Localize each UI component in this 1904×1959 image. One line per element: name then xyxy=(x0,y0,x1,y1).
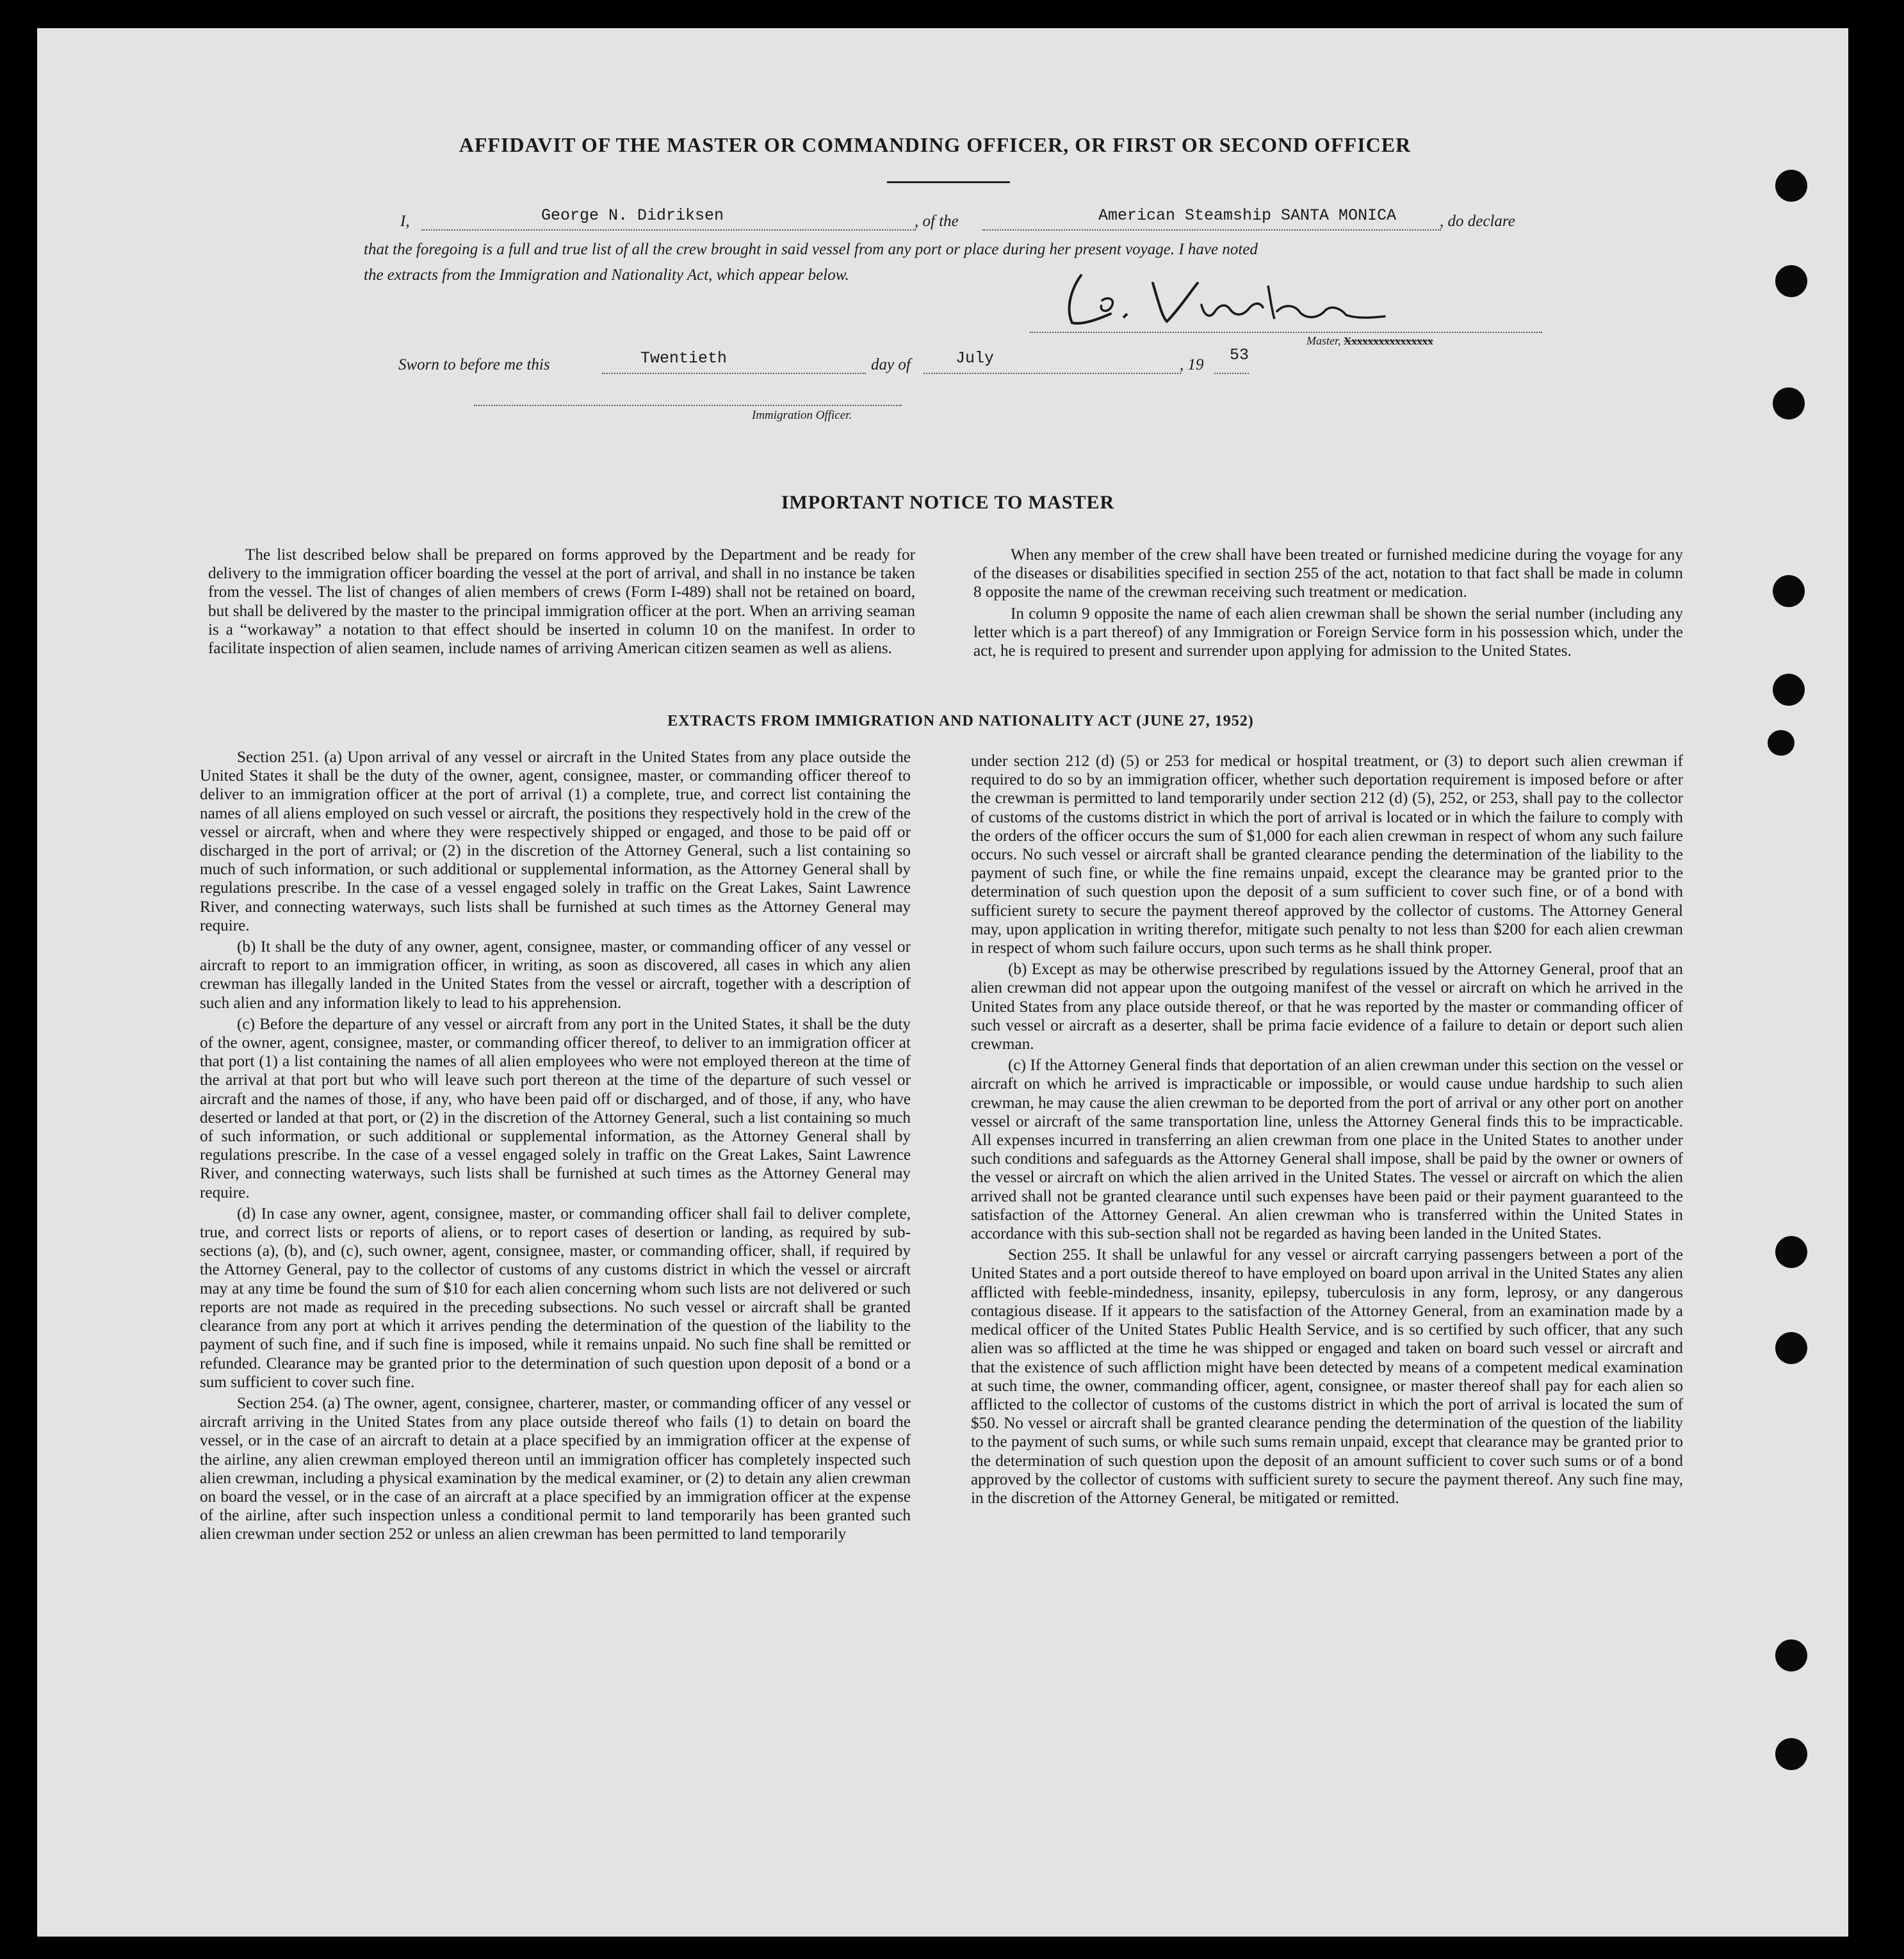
vessel-name: American Steamship SANTA MONICA xyxy=(1098,206,1397,225)
extract-paragraph: Section 254. (a) The owner, agent, consignee, charterer, master, or commanding officer of any vessel or aircraft arriving in the United States from any place outside thereof who fails (1) to detain on board the vessel, or in the case of an aircraft to detain at a place specified by an immigration officer at the expense of the airline, any alien crewman employed thereon until an immigration officer has completely inspected such alien crewman, including a physical examination by the medical examiner, or (2) to detain any alien crewman on board the vessel, or in the case of an aircraft at a place specified by an immigration officer at the expense of the airline, after such inspection unless a conditional permit to land temporarily has been granted such alien crewman under section 252 or unless an alien crewman has been permitted to land temporarily xyxy=(200,1394,911,1543)
title-underline xyxy=(887,181,1010,183)
punch-hole xyxy=(1775,265,1807,297)
sworn-day: Twentieth xyxy=(640,349,728,368)
master-caption xyxy=(1306,334,1433,348)
immigration-officer-caption: Immigration Officer. xyxy=(752,409,852,422)
do-declare-text: , do declare xyxy=(1440,213,1515,230)
punch-hole xyxy=(1768,730,1794,756)
notice-title: IMPORTANT NOTICE TO MASTER xyxy=(781,492,1115,513)
extract-paragraph: (b) It shall be the duty of any owner, agent, consignee, master, or commanding officer of any vessel or aircraft to report to an immigration officer, in writing, as soon as discovered, all cases in which any alien crewman has illegally landed in the United States from the vessel or aircraft, together with a description of such alien and any information likely to lead to his apprehension. xyxy=(200,938,911,1012)
affidavit-statement-line: that the foregoing is a full and true list of all the crew brought in said vessel from any port or place during her present voyage. I have noted xyxy=(364,241,1258,258)
notice-left-column xyxy=(208,546,915,660)
extracts-right-column xyxy=(971,752,1683,1510)
punch-hole xyxy=(1773,575,1805,607)
affidavit-statement-line: the extracts from the Immigration and Nationality Act, which appear below. xyxy=(364,266,849,284)
punch-hole xyxy=(1773,387,1805,419)
extract-paragraph: (d) In case any owner, agent, consignee, master, or commanding officer shall fail to deliver complete, true, and correct lists or reports of aliens, or to report cases of desertion or landing, as required by sub-sections (a), (b), and (c), such owner, agent, consignee, master, or commanding officer, shall, if required by the Attorney General, pay to the collector of customs of any customs district in which the vessel or aircraft may at any time be found the sum of $10 for each alien concerning whom such lists are not delivered or such reports are not made as required in the preceding subsections. No such vessel or aircraft shall be granted clearance from any port at which it arrives pending the determination of the question of the liability to the payment of such fine, and if such fine is imposed, while it remains unpaid. No such fine shall be remitted or refunded. Clearance may be granted prior to the determination of such question upon deposit of a bond or a sum sufficient to cover such fine. xyxy=(200,1205,911,1391)
affidavit-title: AFFIDAVIT OF THE MASTER OR COMMANDING OFFICER, OR FIRST OR SECOND OFFICER xyxy=(459,133,1412,156)
sworn-prefix: Sworn to before me this xyxy=(398,356,550,373)
sworn-year-dotted-line xyxy=(1214,373,1249,374)
sworn-month-dotted-line xyxy=(924,373,1181,374)
sworn-day-dotted-line xyxy=(602,373,866,374)
master-caption-text: Master, xyxy=(1306,334,1341,347)
sworn-month: July xyxy=(956,349,995,368)
notice-paragraph: When any member of the crew shall have been treated or furnished medicine during the voyage for any of the diseases or disabilities specified in section 255 of the act, notation to that fact shall be made in column 8 opposite the name of the crewman receiving such treatment or medication. xyxy=(973,546,1683,601)
extracts-left-column xyxy=(200,748,911,1547)
notice-paragraph: The list described below shall be prepared on forms approved by the Department and be ready for delivery to the immigration officer boarding the vessel at the port of arrival, and shall in no instance be taken from the vessel. The list of changes of alien members of crews (Form I-489) shall not be retained on board, but shall be delivered by the master to the principal immigration officer at the port. When an arriving seaman is a “workaway” a notation to that effect should be inserted in column 10 on the manifest. In order to facilitate inspection of alien seamen, include names of arriving American citizen seamen as well as aliens. xyxy=(208,546,915,658)
punch-hole xyxy=(1775,170,1807,202)
vessel-dotted-line xyxy=(982,229,1441,231)
sworn-year: 53 xyxy=(1230,346,1249,364)
day-of-text: day of xyxy=(871,356,911,373)
year-prefix: , 19 xyxy=(1180,356,1204,373)
notice-right-column xyxy=(973,546,1683,663)
extract-paragraph: (b) Except as may be otherwise prescribed by regulations issued by the Attorney General, proof that an alien crewman did not appear upon the outgoing manifest of the vessel or aircraft on which he arrived in the United States from any place outside thereof, or that he was reported by the master or commanding officer of such vessel or aircraft as a deserter, shall be prima facie evidence of a failure to detain or deport such alien crewman. xyxy=(971,961,1683,1053)
struck-caption-text: Xxxxxxxxxxxxxxxx xyxy=(1344,335,1433,347)
punch-hole xyxy=(1775,1236,1807,1268)
declarant-name: George N. Didriksen xyxy=(541,206,724,225)
extract-paragraph: Section 255. It shall be unlawful for any vessel or aircraft carrying passengers between a port of the United States and a port outside thereof to have employed on board upon arrival in the United States any alien afflicted with feeble-mindedness, insanity, epilepsy, tuberculosis in any form, leprosy, or any dangerous contagious disease. If it appears to the satisfaction of the Attorney General, from an examination made by a medical officer of the United States Public Health Service, and is so certified by such officer, that any such alien was so afflicted at the time he was shipped or engaged and taken on board such vessel or aircraft and that the existence of such affliction might have been detected by means of a competent medical examination at such time, the owner, commanding officer, agent, consignee, or master thereof shall pay for each alien so afflicted to the collector of customs of the customs district in which the port of arrival is located the sum of $50. No vessel or aircraft shall be granted clearance pending the determination of the question of the liability to the payment of such sums, or while such sums remain unpaid, except that clearance may be granted prior to the determination of such question upon the deposit of an amount sufficient to cover such sums or of a bond approved by the collector of customs with sufficient surety to secure the payment thereof. Any such fine may, in the discretion of the Attorney General, be mitigated or remitted. xyxy=(971,1246,1683,1507)
declarant-dotted-line xyxy=(421,229,916,231)
of-the-text: , of the xyxy=(915,213,959,230)
notice-paragraph: In column 9 opposite the name of each alien crewman shall be shown the serial number (including any letter which is a part thereof) of any Immigration or Foreign Service form in his possession which, under the act, he is required to present and surrender upon applying for admission to the United States. xyxy=(973,605,1683,660)
extract-paragraph: Section 251. (a) Upon arrival of any vessel or aircraft in the United States from any place outside the United States it shall be the duty of the owner, agent, consignee, master, or commanding officer thereof to deliver to an immigration officer at the port of arrival (1) a complete, true, and correct list containing the names of all aliens employed on such vessel or aircraft, the positions they respectively hold in the crew of the vessel or aircraft, when and where they were respectively shipped or engaged, and those to be paid off or discharged in the port of arrival; or (2) in the discretion of the Attorney General, such a list containing so much of such information, or such additional or supplemental information, as the Attorney General shall by regulations prescribe. In the case of a vessel engaged solely in traffic on the Great Lakes, Saint Lawrence River, and connecting waterways, such lists shall be furnished at such times as the Attorney General may require. xyxy=(200,749,911,934)
extract-paragraph: (c) Before the departure of any vessel or aircraft from any port in the United States, it shall be the duty of the owner, agent, consignee, master, or commanding officer thereof, to deliver to an immigration officer at that port (1) a list containing the names of all alien employees who were not employed thereon at the time of the arrival at that port but who will leave such port thereon at the time of the departure of such vessel or aircraft and the names of those, if any, who have been paid off or discharged, and of those, if any, who have deserted or landed at that port, or (2) in the discretion of the Attorney General, such a list containing so much of such information, or such additional or supplemental information, as the Attorney General shall by regulations prescribe. In the case of a vessel engaged solely in traffic on the Great Lakes, Saint Lawrence River, and connecting waterways, such lists shall be furnished at such times as the Attorney General may require. xyxy=(200,1015,911,1201)
punch-hole xyxy=(1775,1332,1807,1364)
extract-paragraph: under section 212 (d) (5) or 253 for medical or hospital treatment, or (3) to deport such alien crewman if required to do so by an immigration officer, whether such deportation requirement is imposed before or after the crewman is permitted to land temporarily under section 212 (d) (5), 252, or 253, shall pay to the collector of customs of the customs district in which the port of arrival is located or in which the failure to comply with the orders of the officer occurs the sum of $1,000 for each alien crewman in respect of whom any such failure occurs. No such vessel or aircraft shall be granted clearance pending the determination of the liability to the payment of such fine, or while the fine remains unpaid, except the clearance may be granted prior to the determination of such question upon the deposit of a sum sufficient to cover such fine, or of a bond with sufficient surety to secure the payment thereof approved by the collector of customs. The Attorney General may, upon application in writing therefor, mitigate such penalty to not less than $200 for each alien crewman in respect of whom such failure occurs, upon such terms as he shall think proper. xyxy=(971,752,1683,957)
punch-hole xyxy=(1775,1639,1807,1671)
declarant-prefix: I, xyxy=(400,213,410,230)
signature-dotted-line xyxy=(1030,332,1542,333)
punch-hole xyxy=(1773,674,1805,706)
extracts-title: EXTRACTS FROM IMMIGRATION AND NATIONALITY ACT (JUNE 27, 1952) xyxy=(667,713,1254,729)
immigration-officer-dotted-line xyxy=(474,405,902,406)
punch-hole xyxy=(1775,1738,1807,1770)
master-signature xyxy=(1057,264,1390,334)
extract-paragraph: (c) If the Attorney General finds that deportation of an alien crewman under this section on the vessel or aircraft on which he arrived is impracticable or impossible, or would cause undue hardship to such alien crewman, he may cause the alien crewman to be deported from the port of arrival or any other port on another vessel or aircraft of the same transportation line, unless the Attorney General finds this to be impracticable. All expenses incurred in transferring an alien crewman from one place in the United States to another under such conditions and safeguards as the Attorney General shall impose, shall be paid by the owner or owners of the vessel or aircraft on which the alien arrived in the United States. The vessel or aircraft on which the alien arrived shall not be granted clearance until such expenses have been paid or their payment guaranteed to the satisfaction of the Attorney General. An alien crewman who is transferred within the United States in accordance with this sub-section shall not be regarded as having been landed in the United States. xyxy=(971,1057,1683,1243)
